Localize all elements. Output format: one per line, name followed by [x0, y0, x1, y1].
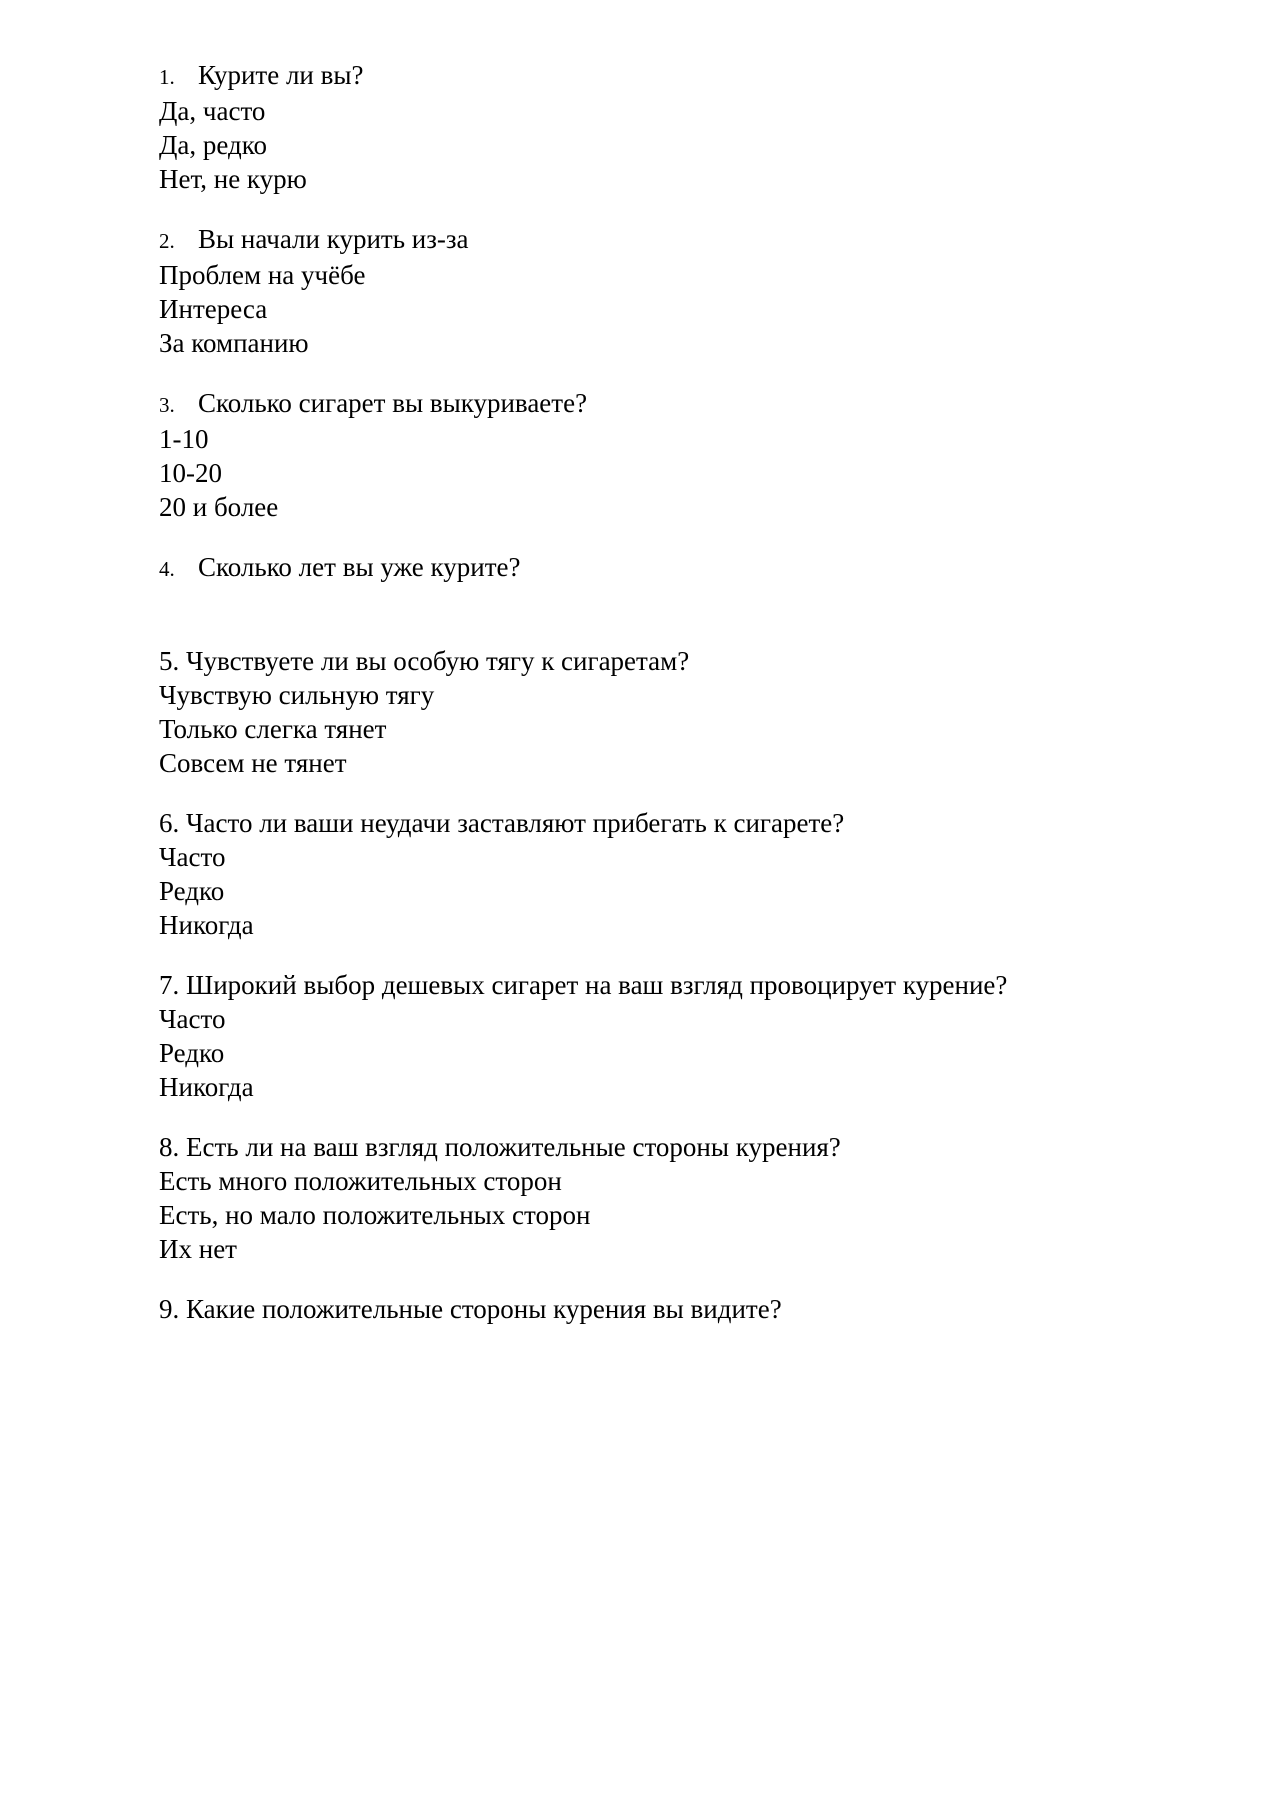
- question-2-option-2: Интереса: [159, 294, 268, 324]
- question-6-option-3: Никогда: [159, 910, 254, 940]
- question-1: [159, 58, 1159, 196]
- question-5-option-3: Совсем не тянет: [159, 748, 347, 778]
- question-1-heading: [159, 58, 1159, 94]
- question-3-heading: [159, 386, 1159, 422]
- question-4-number: 4.: [159, 557, 175, 581]
- questionnaire: [159, 58, 1159, 1352]
- question-7-heading: [159, 968, 1159, 1002]
- question-1-text: Курите ли вы?: [198, 60, 364, 90]
- question-9-number: 9.: [159, 1294, 180, 1324]
- question-8-option-1: Есть много положительных сторон: [159, 1166, 562, 1196]
- question-8-option-3: Их нет: [159, 1234, 237, 1264]
- question-5-text: Чувствуете ли вы особую тягу к сигаретам?: [186, 646, 690, 676]
- question-7-number: 7.: [159, 970, 180, 1000]
- question-5-number: 5.: [159, 646, 180, 676]
- question-6-text: Часто ли ваши неудачи заставляют прибегать к сигарете?: [186, 808, 845, 838]
- question-8-number: 8.: [159, 1132, 180, 1162]
- question-5-option-2: Только слегка тянет: [159, 714, 387, 744]
- question-5-option-1: Чувствую сильную тягу: [159, 680, 435, 710]
- question-3-option-3: 20 и более: [159, 492, 279, 522]
- question-7-text: Широкий выбор дешевых сигарет на ваш взгляд провоцирует курение?: [186, 970, 1008, 1000]
- question-1-option-2: Да, редко: [159, 130, 268, 160]
- question-7-option-1: Часто: [159, 1004, 226, 1034]
- question-3-option-1: 1-10: [159, 424, 209, 454]
- question-3-option-2: 10-20: [159, 458, 222, 488]
- question-9-heading: [159, 1292, 1159, 1326]
- question-3-text: Сколько сигарет вы выкуриваете?: [198, 388, 588, 418]
- question-6-heading: [159, 806, 1159, 840]
- question-1-option-3: Нет, не курю: [159, 164, 307, 194]
- question-7-option-2: Редко: [159, 1038, 225, 1068]
- question-5-heading: [159, 644, 1159, 678]
- question-8-option-2: Есть, но мало положительных сторон: [159, 1200, 591, 1230]
- question-6-option-2: Редко: [159, 876, 225, 906]
- question-4-text: Сколько лет вы уже курите?: [198, 552, 521, 582]
- question-2-number: 2.: [159, 229, 175, 253]
- question-2-heading: [159, 222, 1159, 258]
- question-2-option-1: Проблем на учёбе: [159, 260, 366, 290]
- question-7: [159, 968, 1159, 1104]
- question-2-option-3: За компанию: [159, 328, 309, 358]
- question-7-option-3: Никогда: [159, 1072, 254, 1102]
- question-8-text: Есть ли на ваш взгляд положительные стороны курения?: [186, 1132, 841, 1162]
- question-5: [159, 644, 1159, 780]
- question-8-heading: [159, 1130, 1159, 1164]
- question-9-text: Какие положительные стороны курения вы видите?: [186, 1294, 782, 1324]
- question-3-number: 3.: [159, 393, 175, 417]
- question-4: [159, 550, 1159, 586]
- question-8: [159, 1130, 1159, 1266]
- question-3: [159, 386, 1159, 524]
- question-6-number: 6.: [159, 808, 180, 838]
- question-1-number: 1.: [159, 65, 175, 89]
- question-4-heading: [159, 550, 1159, 586]
- question-6: [159, 806, 1159, 942]
- question-9: [159, 1292, 1159, 1326]
- question-6-option-1: Часто: [159, 842, 226, 872]
- question-2: [159, 222, 1159, 360]
- question-1-option-1: Да, часто: [159, 96, 266, 126]
- question-2-text: Вы начали курить из-за: [198, 224, 469, 254]
